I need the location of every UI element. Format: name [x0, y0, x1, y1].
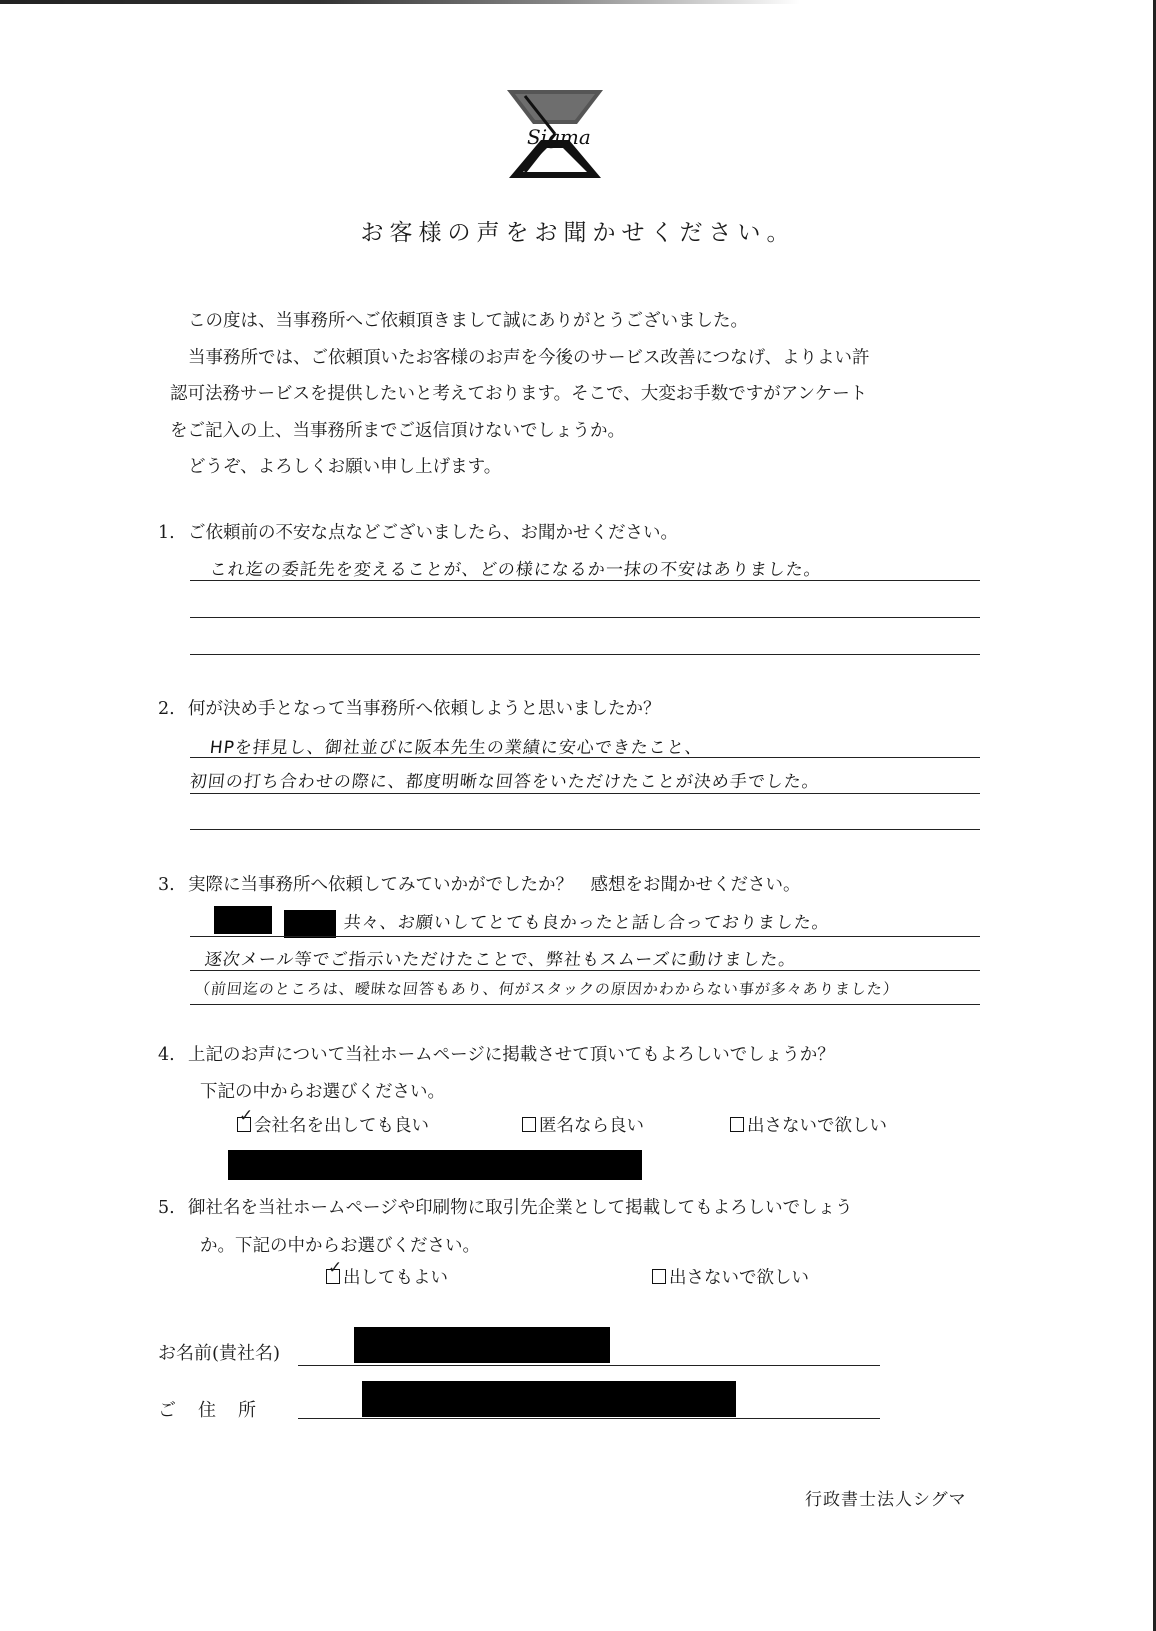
option-anonymous-ok[interactable]	[522, 1112, 644, 1137]
intro-line: この度は、当事務所へご依頼頂きまして誠にありがとうございました。	[188, 311, 748, 331]
checkbox-icon[interactable]	[522, 1117, 536, 1132]
address-field-redacted[interactable]	[362, 1381, 736, 1417]
option-label: 出さないで欲しい	[747, 1116, 887, 1136]
answer-2-line-1[interactable]: HPを拝見し、御社並びに阪本先生の業績に安心できたこと、	[208, 738, 704, 758]
question-number: 1.	[158, 523, 175, 543]
question-1	[158, 518, 678, 548]
answer-3-line-3[interactable]: （前回迄のところは、曖昧な回答もあり、何がスタックの原因かわからない事が多々ありました）	[194, 980, 900, 998]
checkbox-checked-icon[interactable]	[237, 1117, 251, 1132]
answer-rule	[190, 617, 980, 618]
answer-rule	[190, 793, 980, 794]
option-label: 出してもよい	[343, 1268, 448, 1288]
question-number: 2.	[158, 699, 175, 719]
footer-company-name: 行政書士法人シグマ	[805, 1490, 967, 1510]
option-label: 出さないで欲しい	[669, 1268, 809, 1288]
question-text: 上記のお声について当社ホームページに掲載させて頂いてもよろしいでしょうか？	[188, 1045, 835, 1065]
intro-line: をご記入の上、当事務所までご返信頂けないでしょうか。	[170, 420, 625, 441]
answer-1-line-1[interactable]: これ迄の委託先を変えることが、どの様になるか一抹の不安はありました。	[208, 560, 823, 580]
question-3	[158, 870, 801, 900]
checkbox-icon[interactable]	[652, 1269, 666, 1284]
question-text: 御社名を当社ホームページや印刷物に取引先企業として掲載してもよろしいでしょう	[188, 1198, 853, 1218]
intro-line: 当事務所では、ご依頼頂いたお客様のお声を今後のサービス改善につなげ、よりよい許	[188, 347, 870, 368]
question-number: 3.	[158, 875, 175, 895]
name-field-redacted[interactable]	[354, 1327, 610, 1363]
answer-rule	[190, 1004, 980, 1005]
address-field-rule	[298, 1418, 880, 1419]
svg-text:Sigma: Sigma	[527, 125, 591, 149]
answer-2-line-2[interactable]: 初回の打ち合わせの際に、都度明晰な回答をいただけたことが決め手でした。	[188, 772, 821, 792]
answer-rule	[190, 580, 980, 581]
checkbox-icon[interactable]	[730, 1117, 744, 1132]
question-text: 実際に当事務所へ依頼してみていかがでしたか？ 感想をお聞かせください。	[188, 875, 801, 895]
name-label: お名前(貴社名)	[158, 1343, 281, 1364]
page-title: お客様の声をお聞かせください。	[360, 220, 796, 246]
option-do-not-publish-5[interactable]	[652, 1264, 809, 1289]
redaction-block	[284, 910, 336, 938]
redaction-block	[228, 1150, 642, 1180]
scan-edge-top	[0, 0, 800, 4]
checkbox-checked-icon[interactable]	[326, 1269, 340, 1284]
question-5	[158, 1193, 853, 1223]
intro-line: どうぞ、よろしくお願い申し上げます。	[188, 457, 502, 477]
question-2	[158, 694, 661, 724]
name-field-rule	[298, 1365, 880, 1366]
answer-3-line-2[interactable]: 逐次メール等でご指示いただけたことで、弊社もスムーズに動けました。	[203, 950, 798, 970]
question-text: 何が決め手となって当事務所へ依頼しようと思いましたか？	[188, 699, 661, 719]
option-publish-ok[interactable]	[326, 1264, 448, 1289]
question-number: 4.	[158, 1045, 175, 1065]
answer-rule	[190, 654, 980, 655]
answer-rule	[190, 970, 980, 971]
option-label: 匿名なら良い	[539, 1116, 644, 1136]
hourglass-sigma-logo-icon	[505, 88, 605, 180]
question-4-instruction: 下記の中からお選びください。	[200, 1082, 445, 1102]
question-text: ご依頼前の不安な点などございましたら、お聞かせください。	[188, 523, 678, 543]
sigma-logo	[505, 88, 605, 180]
question-number: 5.	[158, 1198, 175, 1218]
option-company-name-ok[interactable]	[237, 1112, 429, 1137]
answer-rule	[190, 829, 980, 830]
address-label: ご 住 所	[158, 1400, 258, 1421]
option-label: 会社名を出しても良い	[254, 1116, 429, 1136]
answer-rule	[190, 936, 980, 937]
answer-3-line-1[interactable]: 共々、お願いしてとても良かったと話し合っておりました。	[342, 913, 831, 933]
intro-text	[170, 303, 990, 486]
option-do-not-publish[interactable]	[730, 1112, 887, 1137]
intro-line: 認可法務サービスを提供したいと考えております。そこで、大変お手数ですがアンケート	[170, 384, 868, 404]
redaction-block	[214, 906, 272, 934]
answer-rule	[190, 757, 980, 758]
question-5-text-cont: か。下記の中からお選びください。	[200, 1236, 480, 1256]
question-4	[158, 1040, 835, 1070]
